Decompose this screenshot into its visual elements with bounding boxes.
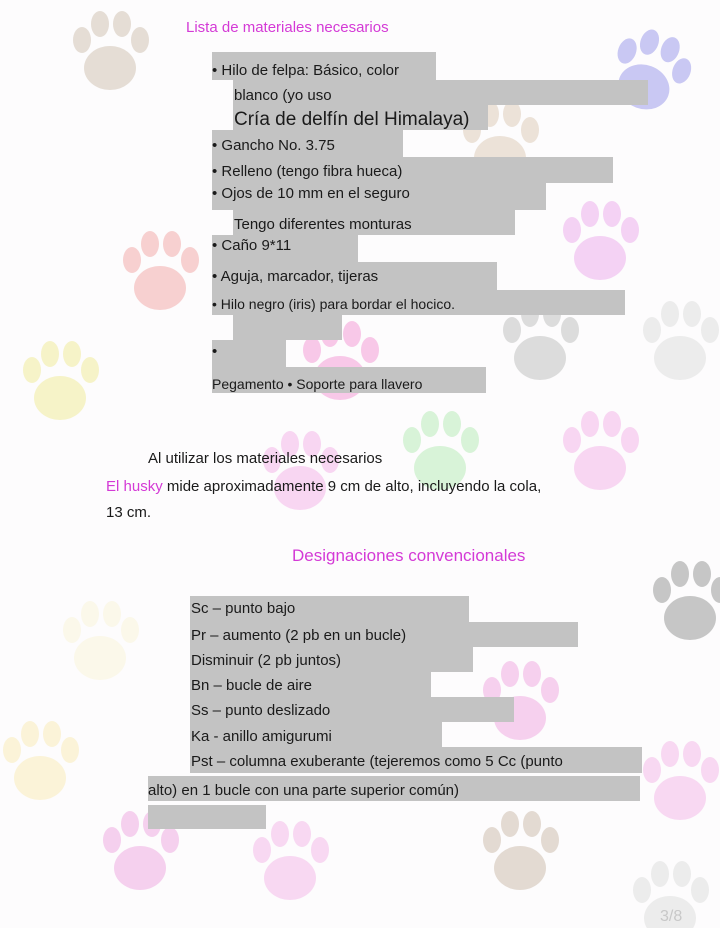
material-item: Cría de delfín del Himalaya) — [234, 109, 470, 130]
materials-title: Lista de materiales necesarios — [186, 19, 389, 36]
designation-item: Bn – bucle de aire — [191, 677, 312, 694]
material-item: Tengo diferentes monturas — [234, 216, 412, 233]
intro-line-2-rest: mide aproximadamente 9 cm de alto, incluyendo la cola, — [162, 478, 542, 495]
material-item: blanco (yo uso — [234, 87, 332, 104]
material-item: • Caño 9*11 — [212, 237, 292, 254]
highlight — [233, 315, 342, 340]
designation-item: Pr – aumento (2 pb en un bucle) — [191, 627, 407, 644]
designation-item: Ss – punto deslizado — [191, 702, 331, 719]
designation-item: Ka - anillo amigurumi — [191, 728, 332, 745]
material-item: • Aguja, marcador, tijeras — [212, 268, 379, 285]
material-item: • Ojos de 10 mm en el seguro — [212, 185, 410, 202]
husky-highlight: El husky — [106, 478, 163, 495]
material-item: • Gancho No. 3.75 — [212, 137, 335, 154]
intro-line-2 — [106, 478, 541, 496]
page-indicator: 3/8 — [660, 908, 683, 925]
intro-line-3: 13 cm. — [106, 504, 152, 521]
material-item: Pegamento • Soporte para llavero — [212, 376, 423, 392]
highlight — [148, 805, 266, 829]
highlight — [212, 340, 286, 367]
designation-item: alto) en 1 bucle con una parte superior común) — [148, 782, 460, 799]
material-item: • Hilo negro (iris) para bordar el hocico. — [212, 296, 456, 312]
designation-item: Pst – columna exuberante (tejeremos como 5 Cc (punto — [191, 753, 563, 770]
intro-line-1: Al utilizar los materiales necesarios — [148, 450, 383, 467]
designation-item: Disminuir (2 pb juntos) — [191, 652, 342, 669]
material-item: • — [212, 343, 218, 360]
material-item: • Hilo de felpa: Básico, color — [212, 62, 400, 79]
designations-title: Designaciones convencionales — [292, 546, 526, 565]
material-item: • Relleno (tengo fibra hueca) — [212, 163, 403, 180]
designation-item: Sc – punto bajo — [191, 600, 296, 617]
